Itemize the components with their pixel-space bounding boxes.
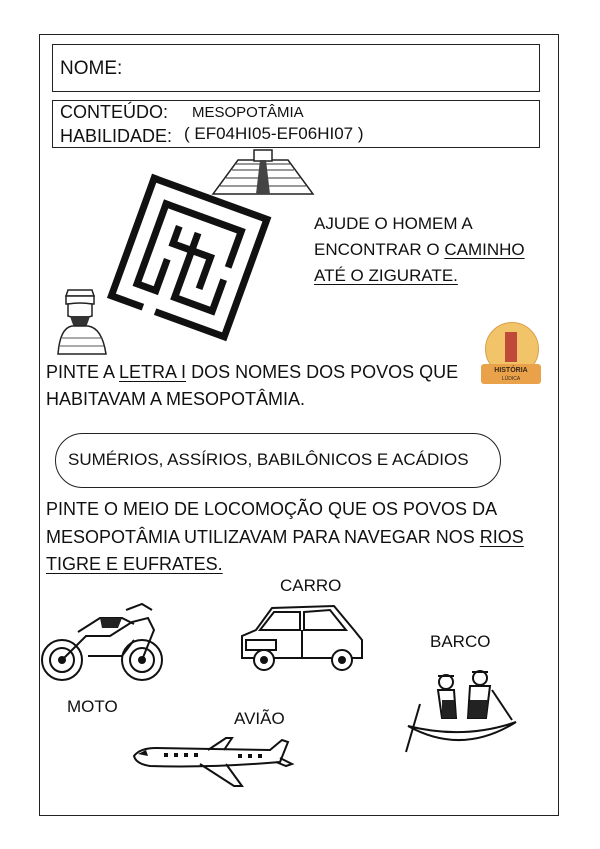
logo-text-top: HISTÓRIA bbox=[494, 367, 528, 374]
logo-banner bbox=[481, 364, 541, 384]
mesopotamian-king-icon bbox=[52, 288, 112, 356]
logo-text-bottom: LÚDICA bbox=[501, 376, 521, 382]
aviao-label: AVIÃO bbox=[234, 709, 285, 728]
transport-task-line2-text: MESOPOTÂMIA UTILIZAVAM PARA NAVEGAR NOS bbox=[46, 527, 480, 547]
name-label: NOME: bbox=[60, 58, 123, 79]
carro-label: CARRO bbox=[280, 576, 342, 595]
content-label: CONTEÚDO: bbox=[60, 102, 168, 122]
maze-instruction-line2-text: ENCONTRAR O bbox=[314, 240, 445, 259]
peoples-text[interactable]: SUMÉRIOS, ASSÍRIOS, BABILÔNICOS E ACÁDIOS bbox=[68, 450, 469, 469]
maze-instruction-line2 bbox=[314, 240, 525, 260]
logo-tower bbox=[505, 332, 517, 362]
transport-task-line1: PINTE O MEIO DE LOCOMOÇÃO QUE OS POVOS DA bbox=[46, 499, 498, 519]
canoe-icon[interactable] bbox=[404, 660, 520, 760]
motorcycle-icon[interactable] bbox=[38, 596, 166, 688]
barco-label: BARCO bbox=[430, 632, 491, 651]
maze-icon[interactable] bbox=[94, 170, 284, 345]
logo-icon bbox=[481, 322, 541, 388]
letter-task-text-b: DOS NOMES DOS POVOS QUE bbox=[186, 362, 459, 382]
airplane-icon[interactable] bbox=[130, 736, 292, 788]
rios-underlined: RIOS bbox=[479, 527, 524, 547]
letter-task-line1 bbox=[46, 362, 458, 383]
maze-instruction-line3: ATÉ O ZIGURATE. bbox=[314, 266, 458, 285]
name-box[interactable] bbox=[52, 44, 540, 92]
caminho-underlined: CAMINHO bbox=[444, 240, 525, 259]
maze-instruction-line1: AJUDE O HOMEM A bbox=[314, 214, 473, 233]
letter-task-text-a: PINTE A bbox=[46, 362, 120, 382]
letter-task-line2: HABITAVAM A MESOPOTÂMIA. bbox=[46, 389, 306, 409]
transport-task-line3: TIGRE E EUFRATES. bbox=[46, 554, 223, 574]
skill-label: HABILIDADE: bbox=[60, 126, 173, 146]
car-icon[interactable] bbox=[238, 600, 366, 672]
transport-task-line2 bbox=[46, 527, 524, 548]
letra-i-underlined: LETRA I bbox=[119, 362, 187, 382]
moto-label: MOTO bbox=[67, 697, 118, 716]
skill-value: ( EF04HI05-EF06HI07 ) bbox=[184, 124, 364, 143]
content-value: MESOPOTÂMIA bbox=[192, 104, 304, 121]
